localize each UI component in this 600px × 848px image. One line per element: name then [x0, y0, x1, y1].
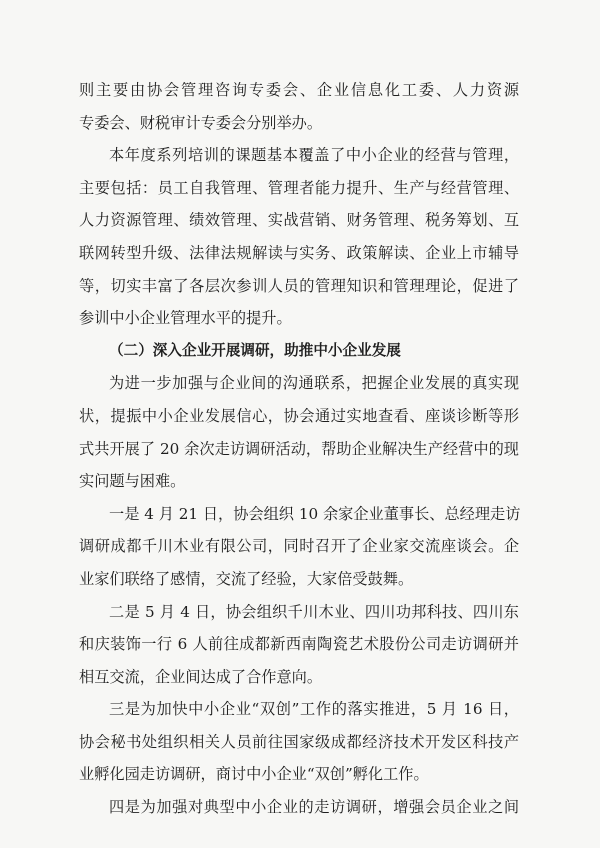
paragraph — [79, 498, 519, 596]
text-line: 等，切实丰富了各层次参训人员的管理知识和管理理论，促进了 — [79, 276, 519, 295]
section-heading — [79, 335, 519, 368]
text-line: 一是 4 月 21 日，协会组织 10 余家企业董事长、总经理走访 — [109, 504, 521, 523]
paragraph — [79, 791, 519, 824]
text-line: 相互交流，企业间达成了合作意向。 — [79, 667, 322, 686]
text-line: 二是 5 月 4 日，协会组织千川木业、四川功邦科技、四川东 — [109, 602, 519, 621]
text-line: 调研成都千川木业有限公司，同时召开了企业家交流座谈会。企 — [79, 537, 519, 556]
text-line: 四是为加强对典型中小企业的走访调研，增强会员企业之间 — [109, 798, 519, 817]
text-line: 本年度系列培训的课题基本覆盖了中小企业的经营与管理， — [109, 146, 519, 165]
paragraph — [79, 139, 519, 335]
text-line: 实问题与困难。 — [79, 472, 186, 491]
paragraph — [79, 596, 519, 694]
text-line: 业家们联络了感情，交流了经验，大家倍受鼓舞。 — [79, 569, 414, 588]
paragraph — [79, 74, 519, 139]
document-body — [79, 74, 519, 824]
text-line: 人力资源管理、绩效管理、实战营销、财务管理、税务筹划、互 — [79, 211, 519, 230]
text-line: 主要包括：员工自我管理、管理者能力提升、生产与经营管理、 — [79, 178, 519, 197]
text-line: 则主要由协会管理咨询专委会、企业信息化工委、人力资源 — [79, 81, 519, 99]
text-line: 式共开展了 20 余次走访调研活动，帮助企业解决生产经营中的现 — [79, 439, 519, 458]
text-line: 协会秘书处组织相关人员前往国家级成都经济技术开发区科技产 — [79, 732, 519, 751]
paragraph — [79, 367, 519, 497]
text-line: 和庆装饰一行 6 人前往成都新西南陶瓷艺术股份公司走访调研并 — [79, 635, 519, 654]
text-line: 参训中小企业管理水平的提升。 — [79, 309, 292, 328]
paragraph — [79, 693, 519, 791]
text-line: 联网转型升级、法律法规解读与实务、政策解读、企业上市辅导 — [79, 243, 519, 262]
text-line: 状，提振中小企业发展信心，协会通过实地查看、座谈诊断等形 — [79, 406, 519, 425]
text-line: 三是为加快中小企业“双创”工作的落实推进，5 月 16 日， — [109, 700, 519, 719]
text-line: 为进一步加强与企业间的沟通联系，把握企业发展的真实现 — [109, 374, 519, 393]
text-line: 专委会、财税审计专委会分别举办。 — [79, 113, 322, 132]
text-line: 业孵化园走访调研，商讨中小企业“双创”孵化工作。 — [79, 765, 429, 784]
text-line: （二）深入企业开展调研，助推中小企业发展 — [109, 341, 401, 359]
